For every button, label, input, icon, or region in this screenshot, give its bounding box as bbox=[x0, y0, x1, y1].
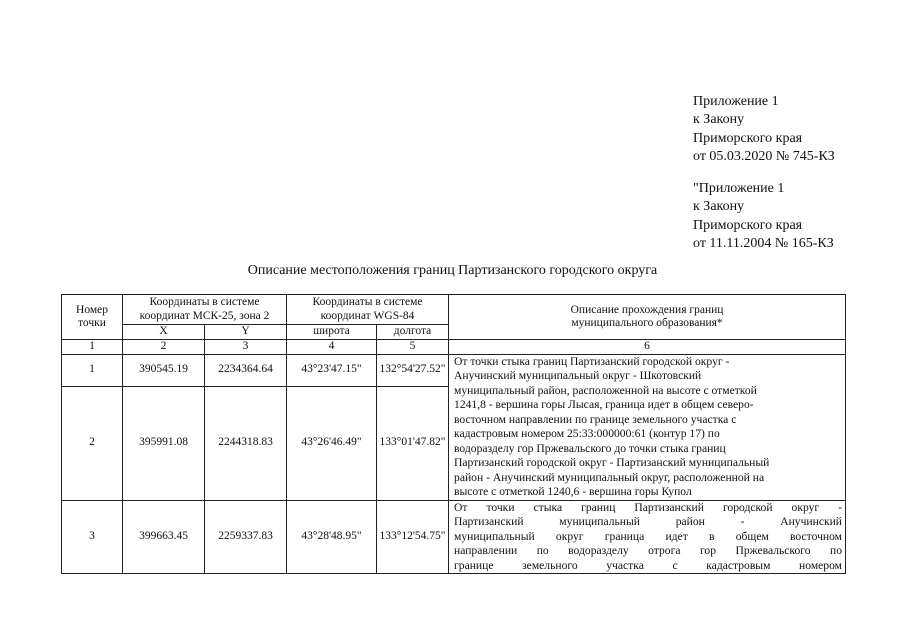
header-line: Приложение 1 bbox=[693, 94, 779, 109]
coord-x: 390545.19 bbox=[123, 354, 205, 386]
header-x: X bbox=[123, 325, 205, 340]
header-longitude: долгота bbox=[377, 325, 449, 340]
point-number: 2 bbox=[62, 386, 123, 500]
longitude: 132°54'27.52" bbox=[377, 354, 449, 386]
point-number: 3 bbox=[62, 500, 123, 574]
header-line: к Закону bbox=[693, 199, 745, 215]
document-title: Описание местоположения границ Партизанского городского округа bbox=[247, 263, 658, 278]
latitude: 43°28'48.95" bbox=[287, 500, 377, 574]
column-number: 1 bbox=[62, 340, 123, 355]
boundary-description: От точки стыка границ Партизанский городской округ - Анучинский муниципальный округ - Шкотовский муниципальный район, расположенной на высоте с отметкой 1241,8 - вершина горы Лысая, граница идет в общем северо- восточном направлении по границе земельного участка с кадастровым номером 25:33:000000:61 (контур 17) по водоразделу гор Пржевальского до точки стыка границ Партизанский городской округ - Партизанский муниципальный район - Анучинский муниципальный округ, расположенной на высоте с отметкой 1240,6 - вершина горы Купол bbox=[449, 354, 846, 500]
column-number: 6 bbox=[449, 340, 846, 355]
latitude: 43°23'47.15" bbox=[287, 354, 377, 386]
appendix-header-original bbox=[693, 180, 834, 254]
point-number: 1 bbox=[62, 354, 123, 386]
column-number-row bbox=[62, 340, 846, 355]
header-line: от 11.11.2004 № 165-КЗ bbox=[693, 236, 834, 252]
coord-y: 2244318.83 bbox=[205, 386, 287, 500]
longitude: 133°12'54.75" bbox=[377, 500, 449, 574]
header-line: Приморского края bbox=[693, 130, 803, 146]
header-line: от 05.03.2020 № 745-КЗ bbox=[693, 149, 835, 165]
header-description: Описание прохождения границ муниципального образования* bbox=[449, 295, 846, 340]
coord-y: 2259337.83 bbox=[205, 500, 287, 574]
header-line: к Закону bbox=[693, 112, 745, 128]
column-number: 4 bbox=[287, 340, 377, 355]
longitude: 133°01'47.82" bbox=[377, 386, 449, 500]
boundary-description: От точки стыка границ Партизанский городской округ - Партизанский муниципальный район - Анучинский муниципальный округ граница идет в общем восточном направлении по водоразделу отрога гор Пржевальского по границе земельного участка с кадастровым номером bbox=[449, 500, 846, 574]
table-row bbox=[62, 354, 846, 386]
header-wgs-coordinates: Координаты в системе координат WGS-84 bbox=[287, 295, 449, 325]
header-line: Приморского края bbox=[693, 217, 803, 233]
header-msk-coordinates: Координаты в системе координат МСК-25, зона 2 bbox=[123, 295, 287, 325]
header-latitude: широта bbox=[287, 325, 377, 340]
header-y: Y bbox=[205, 325, 287, 340]
appendix-header-current bbox=[693, 93, 835, 167]
header-line: "Приложение 1 bbox=[693, 181, 785, 196]
coord-x: 395991.08 bbox=[123, 386, 205, 500]
coord-y: 2234364.64 bbox=[205, 354, 287, 386]
column-number: 5 bbox=[377, 340, 449, 355]
latitude: 43°26'46.49" bbox=[287, 386, 377, 500]
coord-x: 399663.45 bbox=[123, 500, 205, 574]
boundary-table bbox=[61, 294, 846, 574]
column-number: 2 bbox=[123, 340, 205, 355]
column-number: 3 bbox=[205, 340, 287, 355]
header-point-number: Номер точки bbox=[62, 295, 123, 340]
